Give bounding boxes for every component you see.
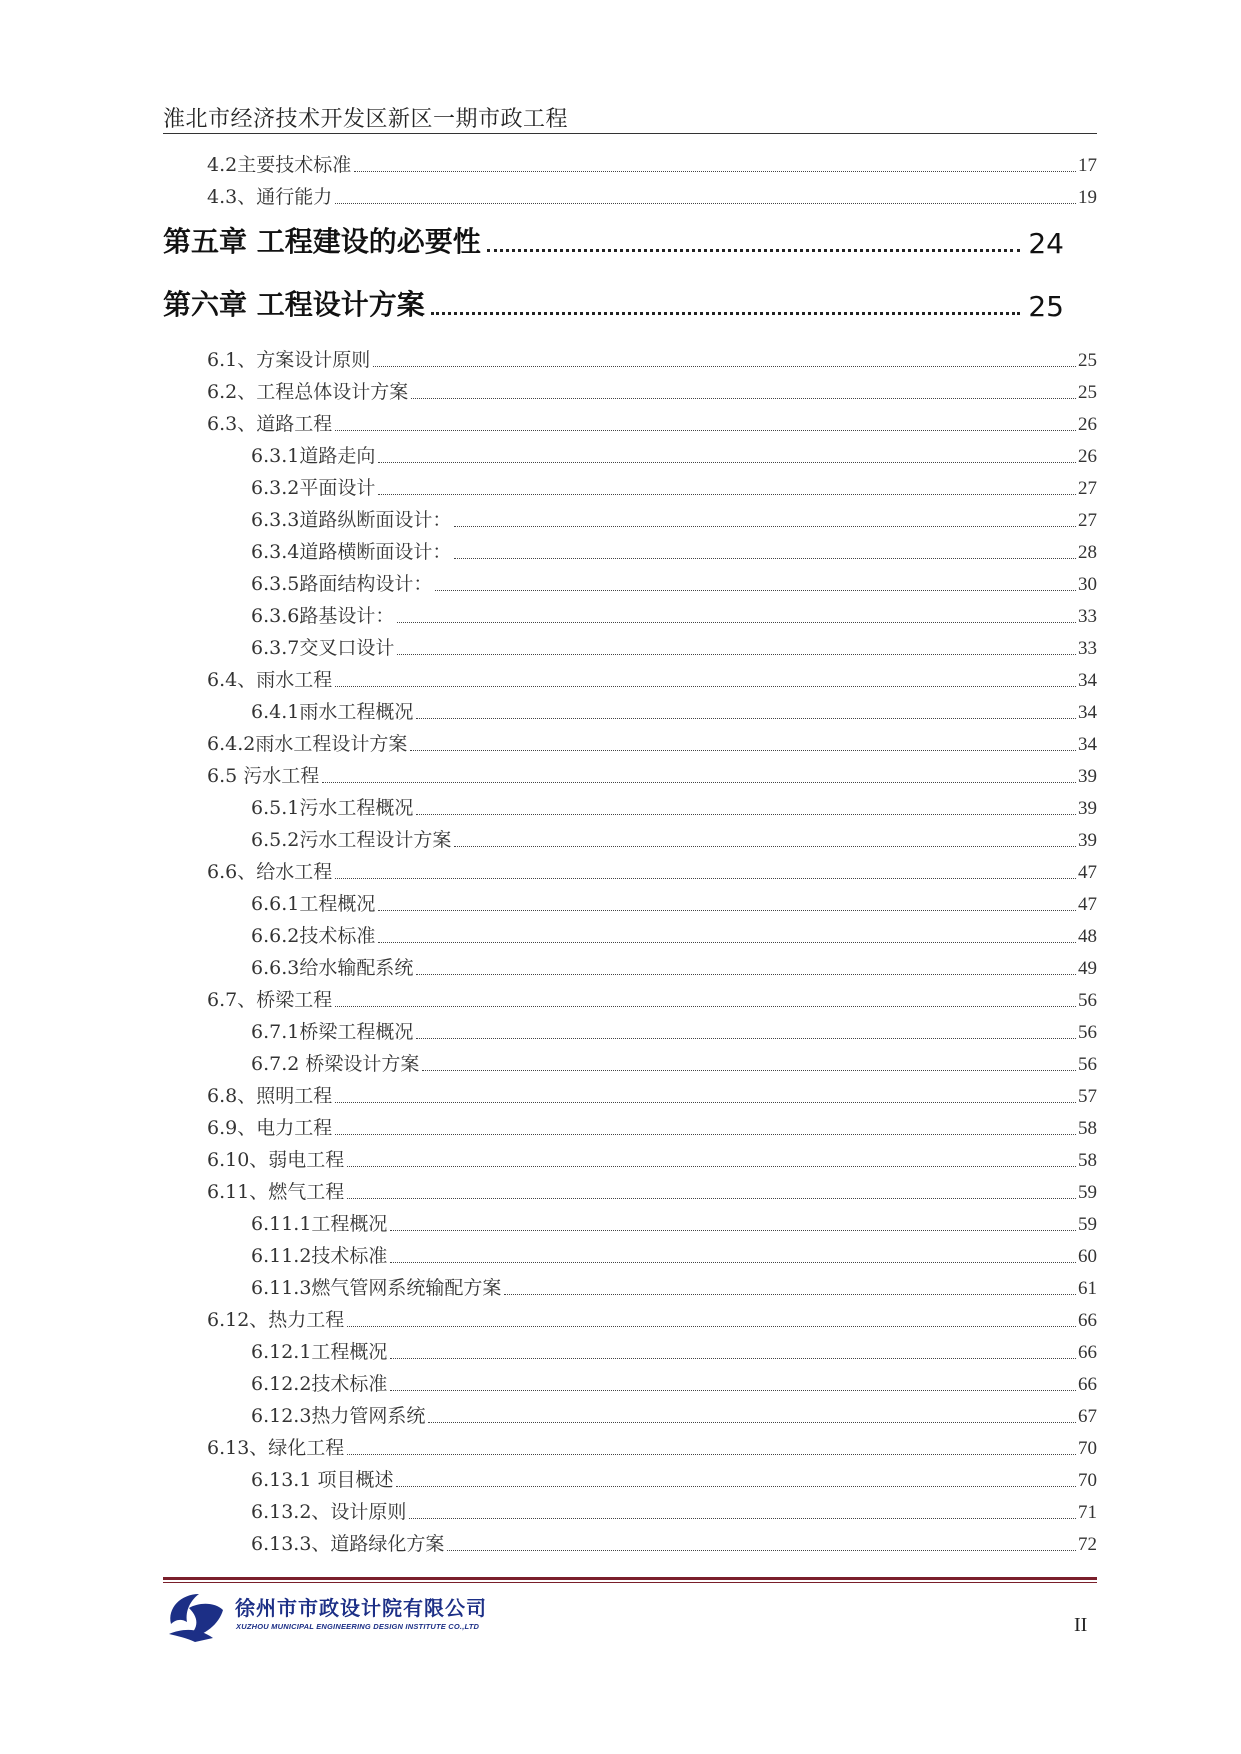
company-name-cn: 徐州市市政设计院有限公司 (235, 1596, 487, 1620)
toc-dot-leader (335, 203, 1076, 204)
toc-entry-title: 6.5 污水工程 (207, 765, 320, 787)
toc-entry[interactable] (207, 1081, 1097, 1108)
toc-entry-page: 17 (1078, 155, 1097, 176)
toc-entry-title: 6.13.1 项目概述 (251, 1469, 394, 1491)
toc-dot-leader (378, 462, 1076, 463)
toc-dot-leader (410, 750, 1076, 751)
toc-entry[interactable] (251, 1465, 1097, 1492)
toc-entry-title: 6.11.1工程概况 (251, 1213, 388, 1235)
toc-entry[interactable] (207, 1305, 1097, 1332)
toc-dot-leader (431, 312, 1021, 315)
toc-entry-page: 19 (1078, 187, 1097, 208)
company-name-en: XUZHOU MUNICIPAL ENGINEERING DESIGN INSTITUTE CO.,LTD (236, 1622, 480, 1631)
toc-dot-leader (487, 249, 1021, 252)
toc-entry[interactable] (207, 1145, 1097, 1172)
toc-entry[interactable] (207, 377, 1097, 404)
toc-entry-title: 6.6、给水工程 (207, 861, 333, 883)
toc-dot-leader (322, 782, 1076, 783)
toc-entry-title: 6.7、桥梁工程 (207, 989, 333, 1011)
toc-entry[interactable] (251, 1241, 1097, 1268)
toc-entry-page: 27 (1078, 510, 1097, 531)
toc-dot-leader (409, 1518, 1076, 1519)
toc-entry-title: 6.5.2污水工程设计方案 (251, 829, 452, 851)
footer-rule (163, 1577, 1097, 1580)
toc-dot-leader (454, 526, 1076, 527)
toc-entry-page: 56 (1078, 1054, 1097, 1075)
toc-entry-title: 6.6.3给水输配系统 (251, 957, 414, 979)
toc-entry-title: 6.3.7交叉口设计 (251, 637, 395, 659)
toc-dot-leader (416, 718, 1076, 719)
toc-entry-title: 6.11.2技术标准 (251, 1245, 388, 1267)
toc-entry-title: 第六章 工程设计方案 (163, 288, 425, 321)
toc-dot-leader (390, 1390, 1076, 1391)
toc-entry-page: 34 (1078, 734, 1097, 755)
toc-entry-title: 6.12、热力工程 (207, 1309, 345, 1331)
toc-dot-leader (396, 1486, 1076, 1487)
toc-entry[interactable] (207, 1177, 1097, 1204)
toc-entry-title: 6.4.1雨水工程概况 (251, 701, 414, 723)
toc-entry[interactable] (251, 1049, 1097, 1076)
toc-dot-leader (390, 1358, 1076, 1359)
toc-dot-leader (422, 1070, 1076, 1071)
toc-entry-page: 61 (1078, 1278, 1097, 1299)
toc-entry-title: 6.6.2技术标准 (251, 925, 376, 947)
toc-entry[interactable] (207, 182, 1097, 209)
toc-dot-leader (335, 1134, 1076, 1135)
footer-rule-thin (163, 1582, 1097, 1583)
toc-entry-title: 6.7.1桥梁工程概况 (251, 1021, 414, 1043)
page-number: II (1074, 1614, 1088, 1636)
toc-dot-leader (347, 1198, 1076, 1199)
toc-entry-page: 57 (1078, 1086, 1097, 1107)
toc-entry-title: 6.10、弱电工程 (207, 1149, 345, 1171)
toc-entry-page: 25 (1028, 290, 1064, 323)
toc-entry[interactable] (251, 1017, 1097, 1044)
toc-entry[interactable] (251, 825, 1097, 852)
toc-entry[interactable] (251, 1401, 1097, 1428)
toc-entry-page: 66 (1078, 1342, 1097, 1363)
toc-entry-title: 6.3.4道路横断面设计： (251, 541, 452, 563)
toc-entry-title: 第五章 工程建设的必要性 (163, 225, 481, 258)
toc-entry[interactable] (251, 889, 1097, 916)
toc-dot-leader (397, 622, 1076, 623)
toc-entry-title: 6.2、工程总体设计方案 (207, 381, 409, 403)
toc-entry-title: 6.9、电力工程 (207, 1117, 333, 1139)
toc-dot-leader (347, 1166, 1076, 1167)
toc-entry-title: 6.13.3、道路绿化方案 (251, 1533, 445, 1555)
toc-entry-title: 4.2主要技术标准 (207, 154, 352, 176)
toc-entry-title: 6.5.1污水工程概况 (251, 797, 414, 819)
toc-dot-leader (390, 1230, 1076, 1231)
toc-entry-page: 66 (1078, 1374, 1097, 1395)
toc-entry-title: 6.6.1工程概况 (251, 893, 376, 915)
toc-dot-leader (454, 846, 1076, 847)
toc-entry[interactable] (251, 1529, 1097, 1556)
toc-entry-title: 6.11、燃气工程 (207, 1181, 345, 1203)
toc-entry-page: 71 (1078, 1502, 1097, 1523)
toc-entry-title: 6.3.6路基设计： (251, 605, 395, 627)
toc-dot-leader (416, 974, 1076, 975)
toc-entry-title: 6.13、绿化工程 (207, 1437, 345, 1459)
toc-entry-title: 6.13.2、设计原则 (251, 1501, 407, 1523)
toc-entry-page: 33 (1078, 606, 1097, 627)
toc-entry[interactable] (207, 761, 1097, 788)
toc-entry-page: 28 (1078, 542, 1097, 563)
toc-entry-page: 70 (1078, 1438, 1097, 1459)
toc-entry-page: 67 (1078, 1406, 1097, 1427)
toc-entry[interactable] (251, 1497, 1097, 1524)
toc-dot-leader (416, 814, 1076, 815)
toc-entry[interactable] (251, 1369, 1097, 1396)
toc-entry-page: 56 (1078, 990, 1097, 1011)
toc-entry-title: 6.4、雨水工程 (207, 669, 333, 691)
toc-entry[interactable] (251, 1209, 1097, 1236)
toc-entry-title: 6.8、照明工程 (207, 1085, 333, 1107)
toc-entry[interactable] (251, 697, 1097, 724)
toc-dot-leader (454, 558, 1076, 559)
toc-entry[interactable] (251, 473, 1097, 500)
toc-entry-page: 48 (1078, 926, 1097, 947)
header-rule (163, 133, 1097, 134)
toc-dot-leader (378, 494, 1076, 495)
toc-entry-page: 26 (1078, 414, 1097, 435)
toc-entry[interactable] (207, 729, 1097, 756)
toc-entry[interactable] (207, 150, 1097, 177)
toc-dot-leader (447, 1550, 1076, 1551)
toc-entry-page: 24 (1028, 227, 1064, 260)
toc-dot-leader (347, 1454, 1076, 1455)
toc-entry-page: 30 (1078, 574, 1097, 595)
toc-entry[interactable] (251, 601, 1097, 628)
toc-entry-title: 6.3.2平面设计 (251, 477, 376, 499)
toc-entry-page: 25 (1078, 350, 1097, 371)
toc-entry-page: 59 (1078, 1182, 1097, 1203)
toc-dot-leader (347, 1326, 1076, 1327)
toc-dot-leader (378, 942, 1076, 943)
toc-entry[interactable] (251, 921, 1097, 948)
toc-entry-page: 59 (1078, 1214, 1097, 1235)
toc-dot-leader (335, 430, 1076, 431)
toc-entry-title: 6.11.3燃气管网系统输配方案 (251, 1277, 502, 1299)
toc-chapter-entry[interactable] (163, 283, 1064, 323)
toc-dot-leader (354, 171, 1076, 172)
toc-dot-leader (335, 1006, 1076, 1007)
toc-chapter-entry[interactable] (163, 220, 1064, 260)
toc-entry-page: 39 (1078, 830, 1097, 851)
toc-entry[interactable] (251, 633, 1097, 660)
toc-entry-page: 70 (1078, 1470, 1097, 1491)
toc-entry-title: 6.3.5路面结构设计： (251, 573, 433, 595)
toc-dot-leader (428, 1422, 1076, 1423)
toc-entry[interactable] (207, 345, 1097, 372)
toc-entry[interactable] (251, 1337, 1097, 1364)
toc-entry-page: 56 (1078, 1022, 1097, 1043)
toc-entry[interactable] (251, 953, 1097, 980)
toc-entry-page: 34 (1078, 670, 1097, 691)
toc-entry-page: 33 (1078, 638, 1097, 659)
toc-entry-page: 34 (1078, 702, 1097, 723)
toc-dot-leader (411, 398, 1076, 399)
toc-entry-page: 39 (1078, 766, 1097, 787)
toc-entry[interactable] (207, 857, 1097, 884)
toc-dot-leader (416, 1038, 1076, 1039)
toc-dot-leader (390, 1262, 1076, 1263)
toc-entry[interactable] (207, 1433, 1097, 1460)
toc-entry[interactable] (251, 793, 1097, 820)
toc-dot-leader (378, 910, 1076, 911)
toc-entry-title: 6.1、方案设计原则 (207, 349, 371, 371)
toc-entry-title: 6.3、道路工程 (207, 413, 333, 435)
toc-entry-page: 47 (1078, 862, 1097, 883)
toc-entry-page: 60 (1078, 1246, 1097, 1267)
toc-dot-leader (397, 654, 1076, 655)
company-logo-icon (165, 1588, 227, 1644)
toc-entry-title: 6.12.1工程概况 (251, 1341, 388, 1363)
toc-entry-page: 49 (1078, 958, 1097, 979)
page-header-title: 淮北市经济技术开发区新区一期市政工程 (163, 107, 569, 132)
toc-entry-title: 6.4.2雨水工程设计方案 (207, 733, 408, 755)
toc-entry[interactable] (251, 505, 1097, 532)
toc-dot-leader (435, 590, 1076, 591)
toc-entry[interactable] (207, 1113, 1097, 1140)
toc-entry-title: 6.12.2技术标准 (251, 1373, 388, 1395)
toc-entry-page: 47 (1078, 894, 1097, 915)
toc-dot-leader (335, 686, 1076, 687)
toc-entry[interactable] (251, 441, 1097, 468)
toc-entry[interactable] (251, 1273, 1097, 1300)
toc-entry-page: 25 (1078, 382, 1097, 403)
toc-dot-leader (373, 366, 1076, 367)
toc-entry[interactable] (207, 409, 1097, 436)
toc-entry[interactable] (251, 569, 1097, 596)
toc-entry-title: 6.7.2 桥梁设计方案 (251, 1053, 420, 1075)
toc-entry-page: 58 (1078, 1118, 1097, 1139)
toc-dot-leader (335, 878, 1076, 879)
toc-entry[interactable] (251, 537, 1097, 564)
toc-entry-title: 6.12.3热力管网系统 (251, 1405, 426, 1427)
toc-dot-leader (504, 1294, 1076, 1295)
toc-entry[interactable] (207, 985, 1097, 1012)
toc-entry-page: 58 (1078, 1150, 1097, 1171)
toc-entry-page: 66 (1078, 1310, 1097, 1331)
toc-entry-page: 39 (1078, 798, 1097, 819)
toc-entry-page: 72 (1078, 1534, 1097, 1555)
toc-entry-title: 6.3.1道路走向 (251, 445, 376, 467)
toc-entry-page: 26 (1078, 446, 1097, 467)
toc-entry[interactable] (207, 665, 1097, 692)
toc-entry-title: 6.3.3道路纵断面设计： (251, 509, 452, 531)
toc-entry-title: 4.3、通行能力 (207, 186, 333, 208)
toc-entry-page: 27 (1078, 478, 1097, 499)
toc-dot-leader (335, 1102, 1076, 1103)
